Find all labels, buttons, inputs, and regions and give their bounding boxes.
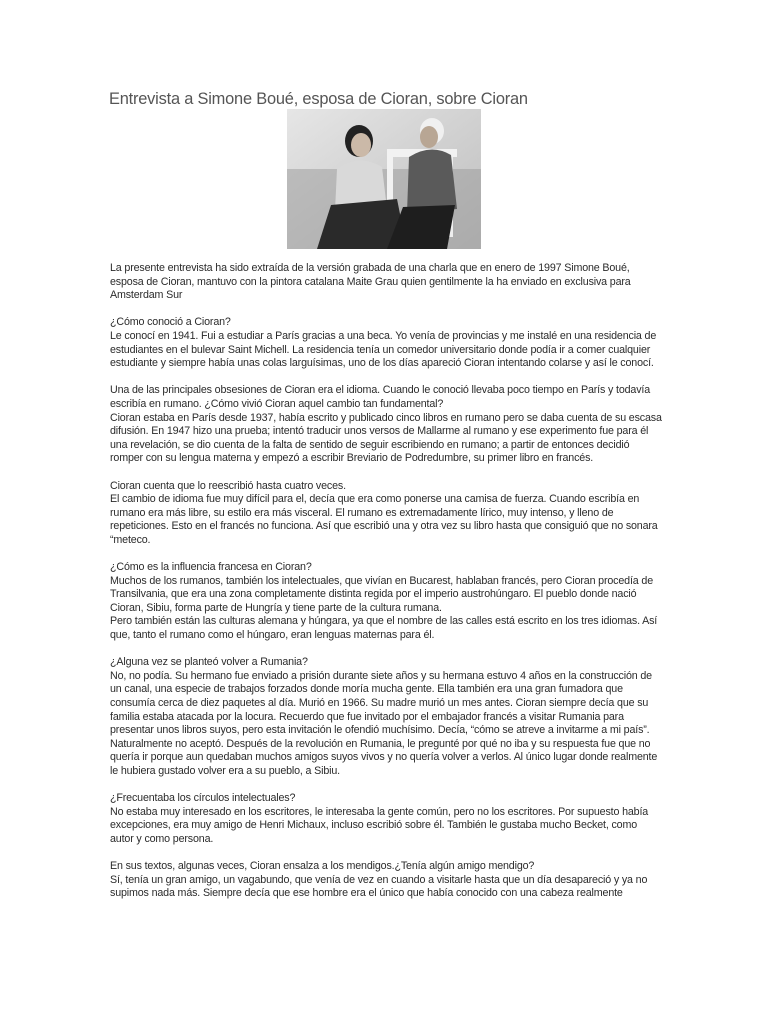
paragraph	[110, 656, 662, 778]
paragraph-text: ¿Frecuentaba los círculos intelectuales?	[110, 792, 296, 805]
paragraph	[110, 792, 662, 846]
paragraph-text: Sí, tenía un gran amigo, un vagabundo, que venía de vez en cuando a visitarle hasta que un día desapareció y ya no supimos nada más. Siempre decía que ese hombre era el único que había conocido con una cabeza realmente	[110, 873, 648, 900]
paragraph-text: No estaba muy interesado en los escritores, le interesaba la gente común, pero no los escritores. Por supuesto había excepciones, era muy amigo de Henri Michaux, incluso escribió sobre él. También le gustaba mucho Becket, como autor y como persona.	[110, 805, 649, 845]
paragraph-text: Muchos de los rumanos, también los intelectuales, que vivían en Bucarest, hablaban francés, pero Cioran procedía de Transilvania, que era una zona completamente distinta regida por el imperio austrohúngaro. El pueblo donde nació Cioran, Sibiu, forma parte de Hungría y tiene parte de la cultura rumana.	[110, 574, 653, 614]
paragraph	[110, 262, 662, 303]
paragraph	[110, 316, 662, 370]
paragraph-text: Cioran estaba en París desde 1937, había escrito y publicado cinco libros en rumano pero se daba cuenta de su escasa difusión. En 1947 hizo una prueba; intentó traducir unos versos de Mallarme al rumano y ese experimento fue para él una revelación, se dio cuenta de la falta de sentido de seguir escribiendo en rumano; a partir de entonces decidió romper con su lengua materna y empezó a escribir Breviario de Podredumbre, su primer libro en francés.	[110, 411, 662, 465]
paragraph-text: ¿Cómo es la influencia francesa en Cioran?	[110, 561, 312, 574]
paragraph-text: Le conocí en 1941. Fui a estudiar a París gracias a una beca. Yo venía de provincias y me instalé en una residencia de estudiantes en el bulevar Saint Michell. La residencia tenía un comedor universitario donde podía ir a comer cualquier estudiante y siempre había unas colas larguísimas, uno de los días apareció Cioran intentando colarse y así le conocí.	[110, 329, 657, 370]
paragraph-text: En sus textos, algunas veces, Cioran ensalza a los mendigos.¿Tenía algún amigo mendigo?	[110, 860, 535, 873]
photo-of-simone-boue-and-cioran	[287, 109, 481, 249]
paragraph	[110, 480, 662, 548]
article-title: Entrevista a Simone Boué, esposa de Cioran, sobre Cioran	[109, 90, 528, 108]
paragraph-text: Cioran cuenta que lo reescribió hasta cuatro veces.	[110, 479, 346, 492]
paragraph-text: Pero también están las culturas alemana y húngara, ya que el nombre de las calles está escrito en los tres idiomas. Así que, tanto el rumano como el húngaro, eran lenguas maternas para él.	[110, 615, 658, 642]
paragraph-text: La presente entrevista ha sido extraída de la versión grabada de una charla que en enero de 1997 Simone Boué, esposa de Cioran, mantuvo con la pintora catalana Maite Grau quien gentilmente la ha enviado en exclusiva para Amsterdam Sur	[110, 262, 631, 302]
paragraph	[110, 860, 662, 901]
paragraph-text: Una de las principales obsesiones de Cioran era el idioma. Cuando le conoció llevaba poco tiempo en París y todavía escribía en rumano. ¿Cómo vivió Cioran aquel cambio tan fundamental?	[110, 384, 651, 410]
paragraph-text: No, no podía. Su hermano fue enviado a prisión durante siete años y su hermana estuvo 4 años en la construcción de un canal, una especie de trabajos forzados donde moría mucha gente. Ella también era una gran fumadora que consumía cerca de diez paquetes al día. Murió en 1966. Su madre murió un mes antes. Cioran siempre decía que su familia estaba atacada por la locura. Recuerdo que fue invitado por el embajador francés a visitar Rumania para presentar unos libros suyos, pero esta invitación le ofendió muchísimo. Decía, “cómo se atreve a invitarme a mi país”. Naturalmente no aceptó. Después de la revolución en Rumania, le pregunté por qué no iba y su respuesta fue que no quería ir porque aun quedaban muchos amigos suyos vivos y no quería volver a verlos. Al único lugar donde realmente le hubiera gustado volver era a su pueblo, a Sibiu.	[110, 669, 658, 777]
paragraph-text: El cambio de idioma fue muy difícil para el, decía que era como ponerse una camisa de fuerza. Cuando escribía en rumano era más libre, su estilo era más visceral. El rumano es extremadamente lírico, muy intenso, y lleno de repeticiones. Esto en el francés no funciona. Así que escribió una y otra vez su libro hasta que consiguió que no sonara “meteco.	[110, 493, 658, 546]
paragraph	[110, 561, 662, 643]
article-body	[110, 262, 662, 915]
paragraph-text: ¿Cómo conoció a Cioran?	[110, 316, 231, 329]
paragraph-text: ¿Alguna vez se planteó volver a Rumania?	[110, 656, 308, 669]
paragraph	[110, 384, 662, 466]
